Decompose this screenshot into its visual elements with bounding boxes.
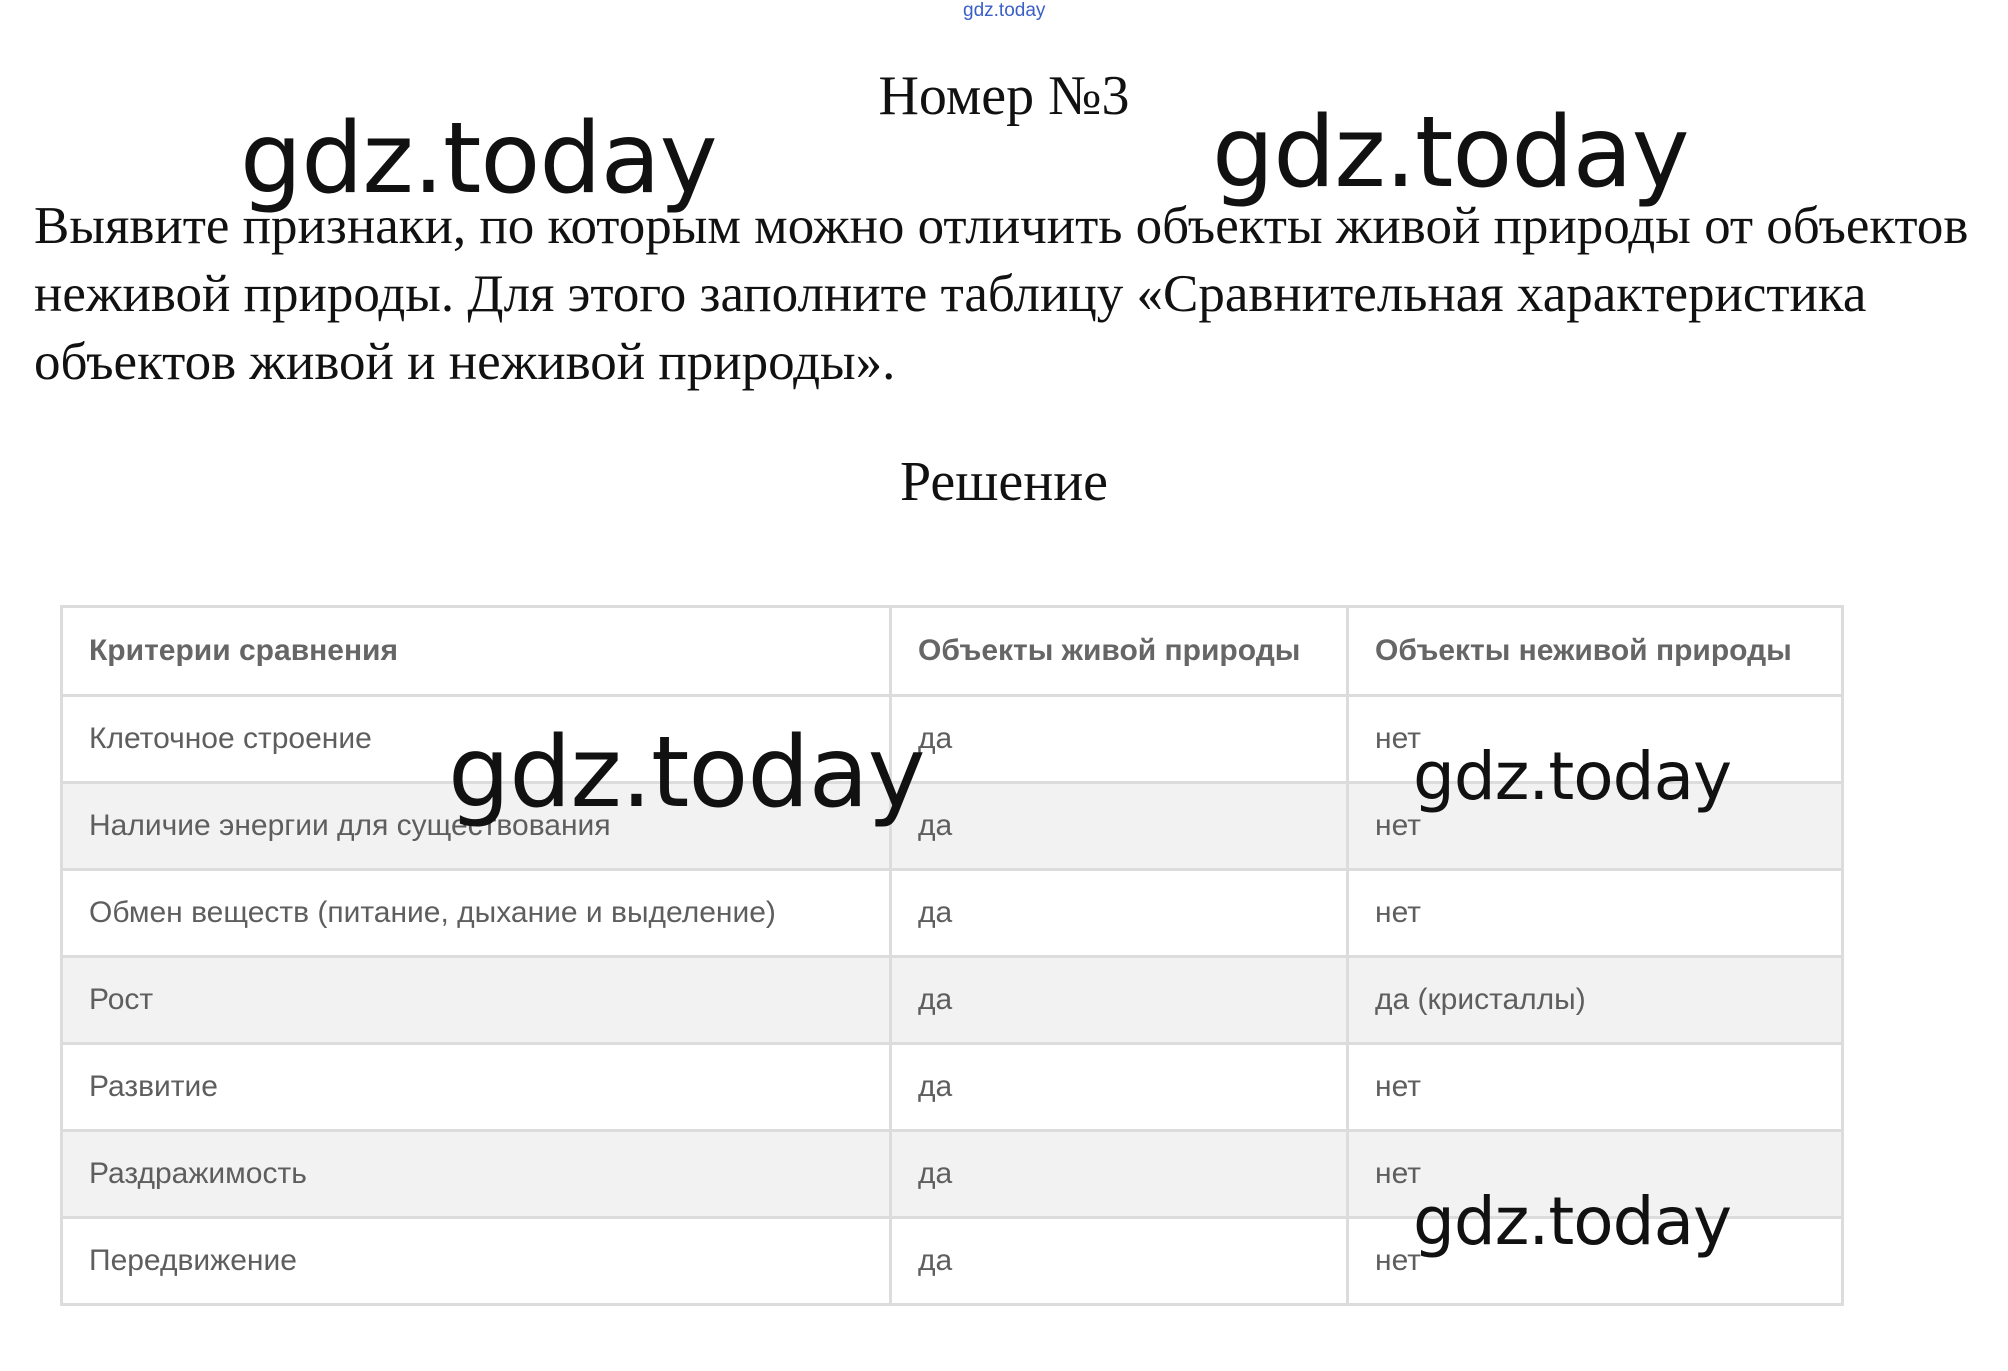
cell-nonliving: да (кристаллы) — [1348, 957, 1843, 1044]
page-title: Номер №3 — [878, 65, 1130, 127]
table-row — [62, 1044, 1843, 1131]
cell-criterion: Наличие энергии для существования — [62, 783, 891, 870]
cell-nonliving: нет — [1348, 783, 1843, 870]
solution-heading: Решение — [899, 451, 1109, 513]
cell-nonliving: нет — [1348, 1131, 1843, 1218]
watermark: gdz.today — [1212, 96, 1689, 210]
watermark: gdz.today — [1413, 1183, 1732, 1260]
watermark: gdz.today — [1413, 738, 1732, 815]
cell-living: да — [891, 957, 1348, 1044]
cell-living: да — [891, 696, 1348, 783]
cell-nonliving: нет — [1348, 870, 1843, 957]
header-nonliving: Объекты неживой природы — [1348, 607, 1843, 696]
site-watermark-small: gdz.today — [963, 0, 1046, 21]
cell-nonliving: нет — [1348, 1044, 1843, 1131]
cell-living: да — [891, 1044, 1348, 1131]
table-row — [62, 957, 1843, 1044]
cell-living: да — [891, 870, 1348, 957]
cell-living: да — [891, 1131, 1348, 1218]
header-living: Объекты живой природы — [891, 607, 1348, 696]
cell-criterion: Обмен веществ (питание, дыхание и выделение) — [62, 870, 891, 957]
watermark: gdz.today — [448, 716, 925, 830]
cell-nonliving: нет — [1348, 696, 1843, 783]
cell-living: да — [891, 1218, 1348, 1305]
cell-criterion: Развитие — [62, 1044, 891, 1131]
cell-nonliving: нет — [1348, 1218, 1843, 1305]
watermark: gdz.today — [240, 102, 717, 216]
table-row — [62, 870, 1843, 957]
cell-criterion: Рост — [62, 957, 891, 1044]
cell-living: да — [891, 783, 1348, 870]
header-criteria: Критерии сравнения — [62, 607, 891, 696]
cell-criterion: Раздражимость — [62, 1131, 891, 1218]
cell-criterion: Клеточное строение — [62, 696, 891, 783]
task-text: Выявите признаки, по которым можно отличить объекты живой природы от объектов неживой природы. Для этого заполните таблицу «Сравнительная характеристика объектов живой и неживой природы». — [34, 197, 1969, 391]
cell-criterion: Передвижение — [62, 1218, 891, 1305]
table-header-row — [62, 607, 1843, 696]
